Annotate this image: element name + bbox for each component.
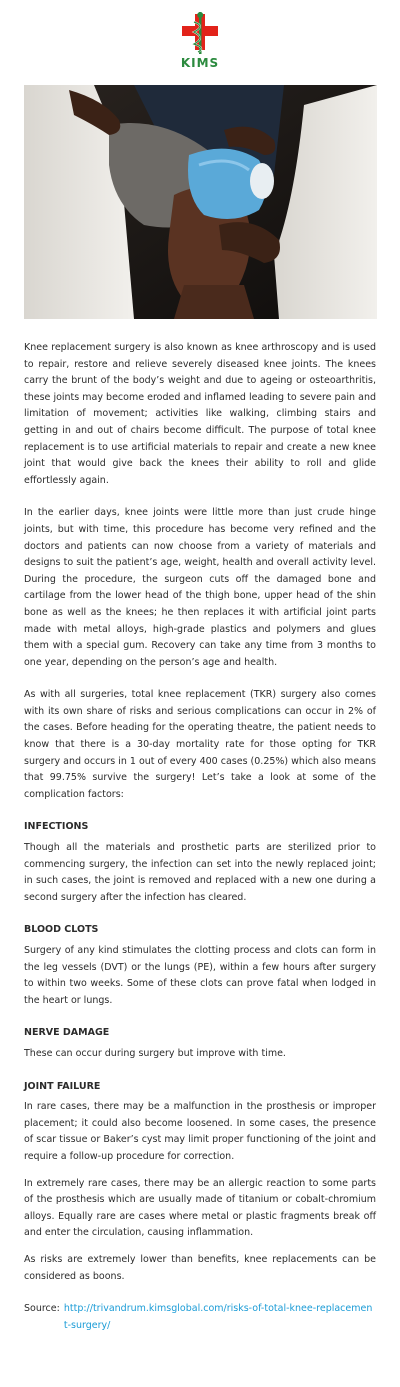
infections-heading: INFECTIONS [24, 821, 89, 833]
blood-clots-paragraph: Surgery of any kind stimulates the clotting process and clots can form in the leg vessels (DVT) or the lungs (PE), within a few hours after surgery to within two weeks. Some of these clots can prove fatal when lodged in the heart or lungs. [24, 945, 376, 1006]
knee-ice-pack-photo [24, 85, 377, 319]
kims-logo [168, 12, 232, 76]
source-link[interactable]: http://trivandrum.kimsglobal.com/risks-of-total-knee-replacement-surgery/ [63, 1303, 373, 1331]
blood-clots-heading: BLOOD CLOTS [24, 924, 99, 936]
logo-text: KIMS [180, 56, 220, 70]
caduceus-cross-icon [168, 12, 232, 56]
source-line [24, 1301, 376, 1334]
intro-paragraph: Knee replacement surgery is also known as knee arthroscopy and is used to repair, restore and relieve severely diseased knee joints. The knees carry the brunt of the body’s weight and due to ageing or osteoarthritis, these joints may become eroded and inflamed leading to severe pain and limitation of movement; activities like walking, climbing stairs and getting in and out of chairs become difficult. The purpose of total knee replacement is to use artificial materials to repair and create a new knee joint that would give back the knees their ability to roll and glide effortlessly again. [24, 342, 376, 486]
conclusion-paragraph: As risks are extremely lower than benefits, knee replacements can be considered as boons. [24, 1253, 376, 1282]
history-paragraph: In the earlier days, knee joints were little more than just crude hinge joints, but with time, this procedure has become very refined and the doctors and patients can now choose from a variety of materials and designs to suit the patient’s age, weight, health and overall activity level. During the procedure, the surgeon cuts off the damaged bone and cartilage from the lower head of the thigh bone, upper head of the shin bone as well as the knees; he then replaces it with artificial joint parts made with metal alloys, high-grade plastics and polymers and glues them with a special gum. Recovery can take any time from 3 months to one year, depending on the person’s age and health. [24, 507, 376, 668]
infections-paragraph: Though all the materials and prosthetic parts are sterilized prior to commencing surgery, the infection can set into the newly replaced joint; in such cases, the joint is removed and replaced with a new one during a second surgery after the infection has cleared. [24, 842, 376, 903]
nerve-damage-paragraph: These can occur during surgery but improve with time. [24, 1047, 286, 1059]
joint-failure-paragraph-1: In rare cases, there may be a malfunction in the prosthesis or improper placement; it could also become loosened. In some cases, the presence of scar tissue or Baker’s cyst may limit proper functioning of the joint and require a follow-up procedure for correction. [24, 1101, 376, 1162]
joint-failure-heading: JOINT FAILURE [24, 1080, 101, 1092]
risks-paragraph: As with all surgeries, total knee replacement (TKR) surgery also comes with its own share of risks and serious complications can occur in 2% of the cases. Before heading for the operating theatre, the patient needs to know that there is a 30-day mortality rate for those opting for TKR surgery and occurs in 1 out of every 400 cases (0.25%) which also means that 99.75% survive the surgery! Let’s take a look at some of the complication factors: [24, 689, 376, 800]
joint-failure-paragraph-2: In extremely rare cases, there may be an allergic reaction to some parts of the prosthesis which are usually made of titanium or cobalt-chromium alloys. Equally rare are cases where metal or plastic fragments break off and enter the circulation, causing inflammation. [24, 1177, 376, 1239]
nerve-damage-heading: NERVE DAMAGE [24, 1027, 110, 1039]
source-label: Source: [24, 1303, 60, 1315]
article-body [24, 340, 376, 1334]
